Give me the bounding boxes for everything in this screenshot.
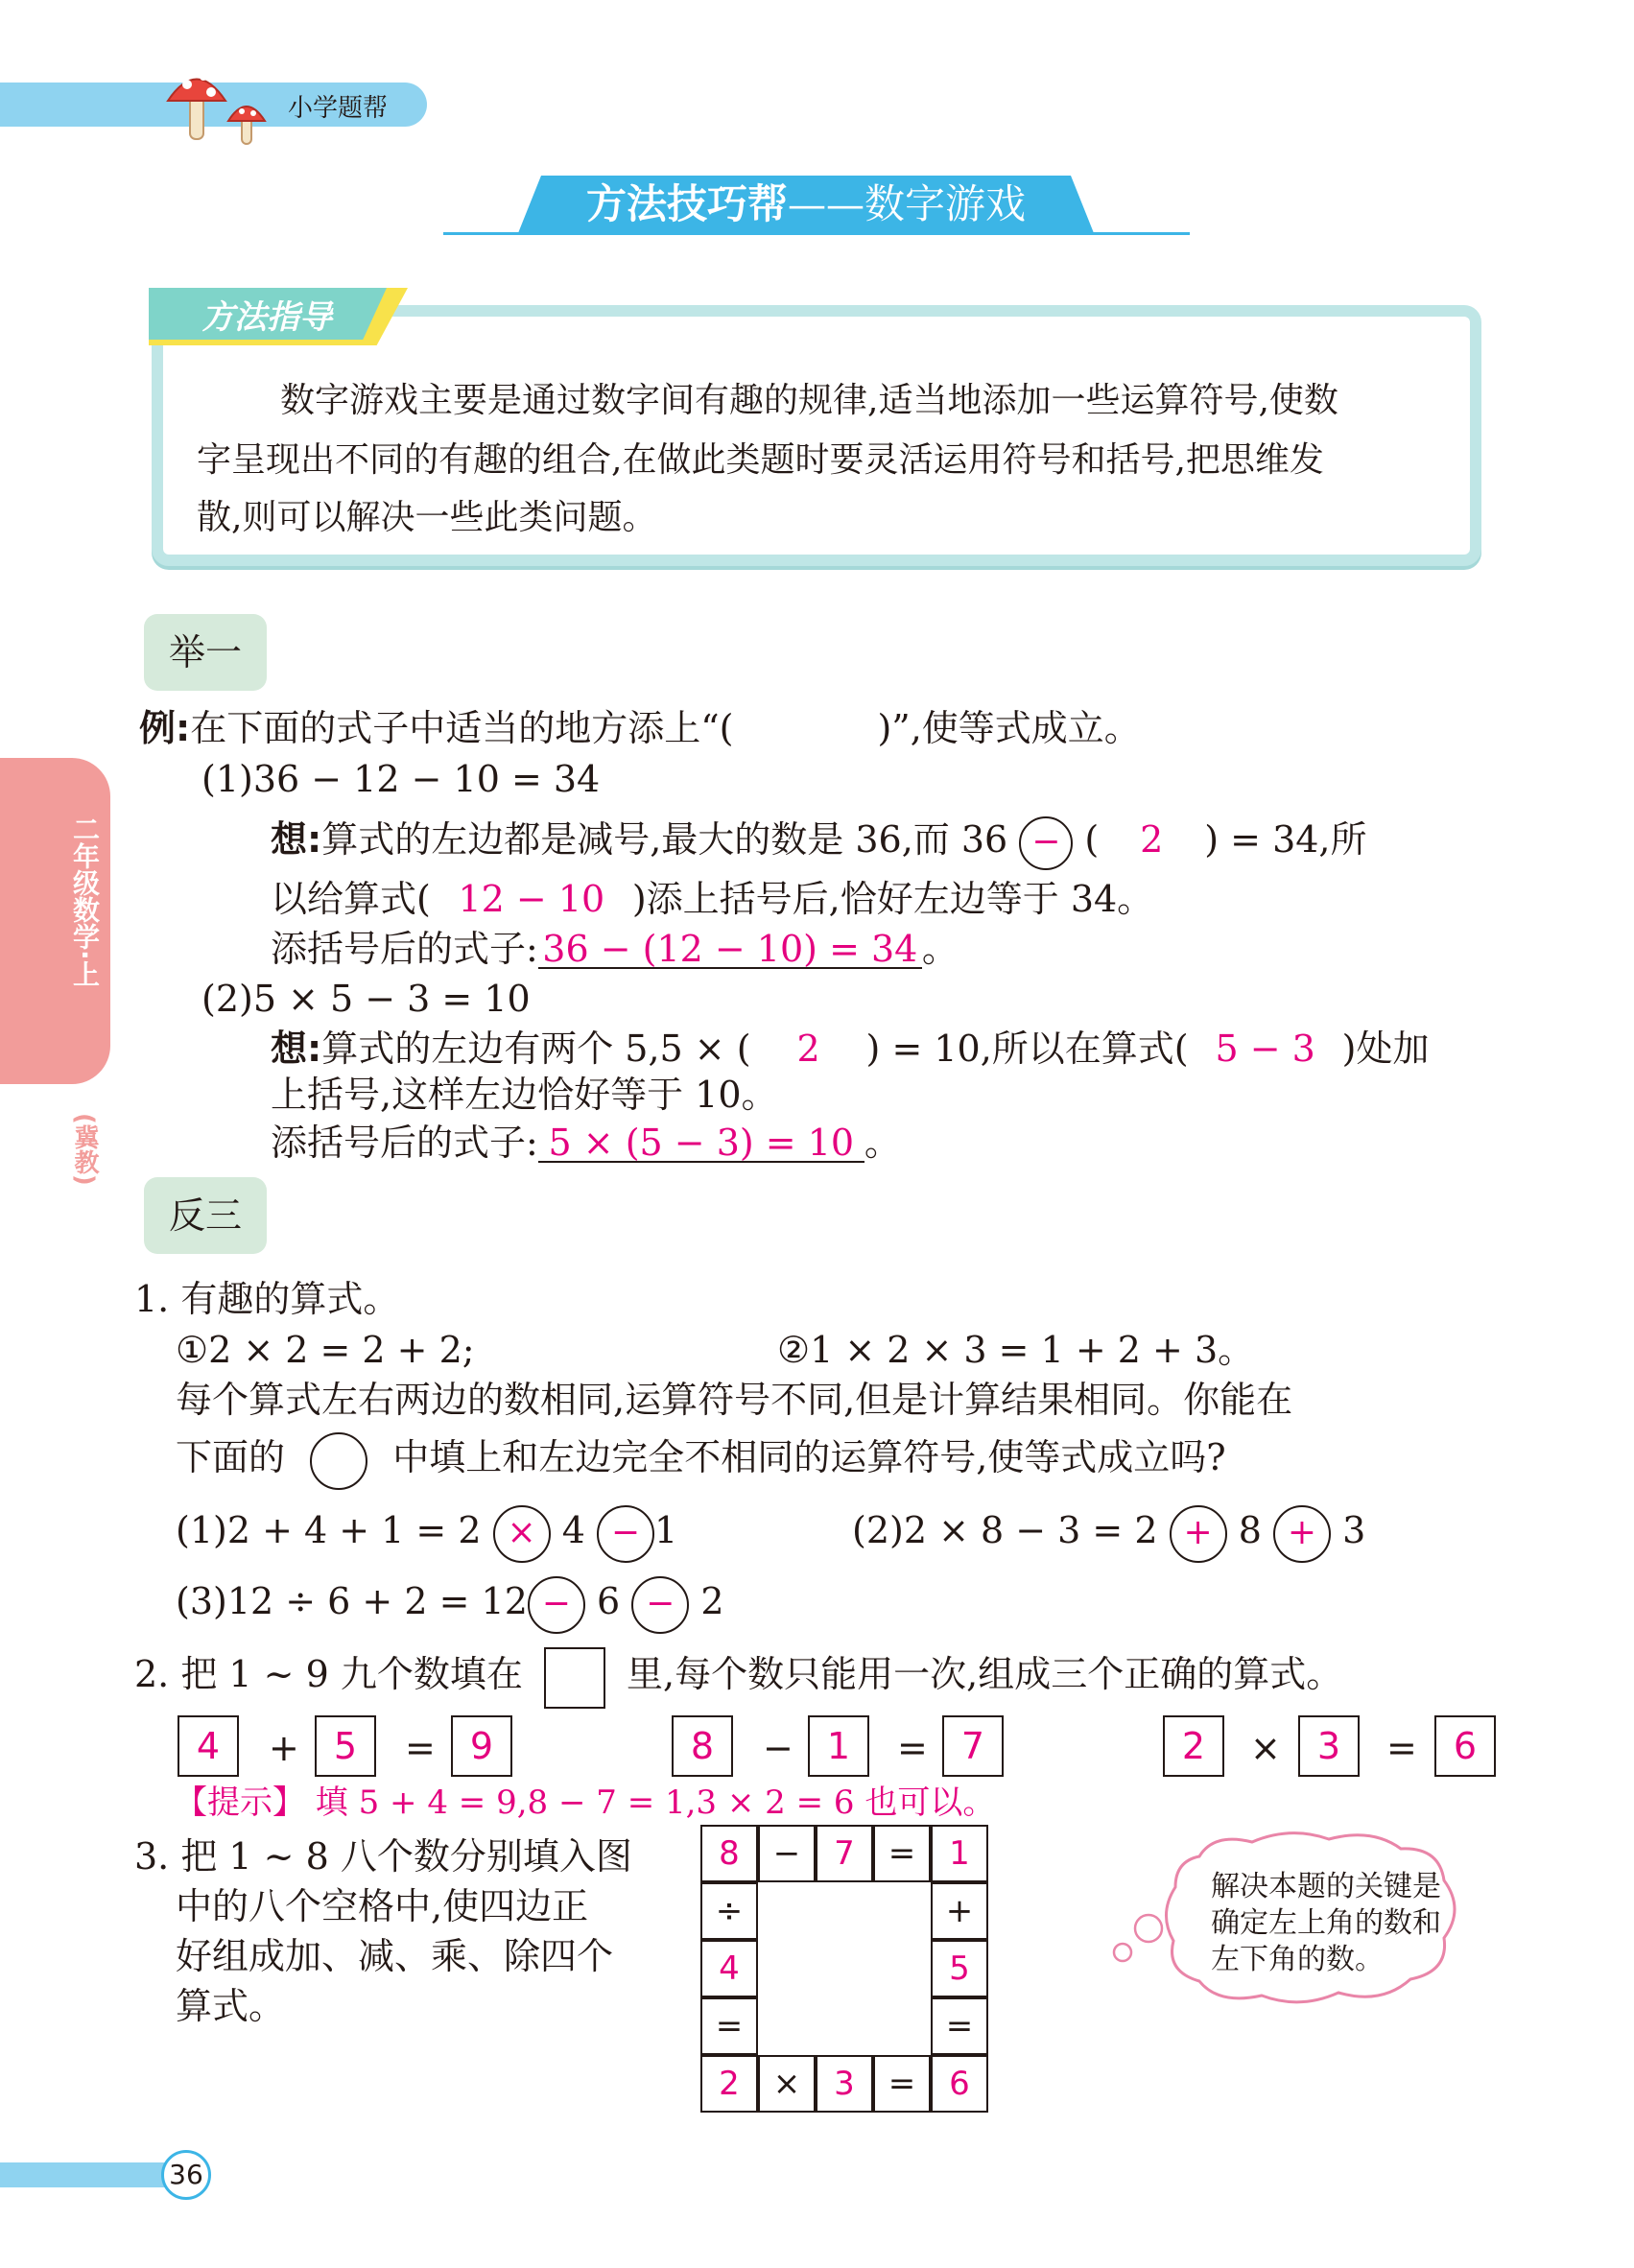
q1-sub-1: (1)2 + 4 + 1 = 2 × 4 − 1 bbox=[176, 1499, 677, 1563]
q2-eq3-a: 2 bbox=[1163, 1715, 1224, 1777]
q3-line-1: 3. 把 1 ~ 8 八个数分别填入图 bbox=[134, 1835, 632, 1878]
q2-eq1-b: 5 bbox=[315, 1715, 376, 1777]
example-part2-title: (2)5 × 5 − 3 = 10 bbox=[201, 978, 531, 1020]
q2-hint: 【提示】 填 5 + 4 = 9,8 − 7 = 1,3 × 2 = 6 也可以。 bbox=[175, 1784, 996, 1822]
method-line-2: 字呈现出不同的有趣的组合,在做此类题时要灵活运用符号和括号,把思维发 bbox=[197, 440, 1324, 480]
page-title: 方法技巧帮——数字游戏 bbox=[585, 180, 1027, 227]
q3-line-4: 算式。 bbox=[176, 1985, 286, 2027]
q1-sub3-circle-2: − bbox=[631, 1576, 689, 1634]
q2-empty-box bbox=[544, 1647, 605, 1709]
q2-title: 2. 把 1 ~ 9 九个数填在 里,每个数只能用一次,组成三个正确的算式。 bbox=[134, 1643, 1342, 1709]
grid-bottom-1: × bbox=[758, 2055, 816, 2113]
section-label-fansan: 反三 bbox=[144, 1177, 267, 1254]
q2-eq1-eq: = bbox=[405, 1727, 436, 1769]
q2-eq3-b: 3 bbox=[1298, 1715, 1360, 1777]
q1-sub-2: (2)2 × 8 − 3 = 2 + 8 + 3 bbox=[852, 1499, 1365, 1563]
grid-bottom-4: 6 bbox=[931, 2055, 988, 2113]
grid-right-2: = bbox=[931, 1997, 988, 2055]
grid-top-2: 7 bbox=[816, 1825, 873, 1882]
example-part2-line2: 上括号,这样左边恰好等于 10。 bbox=[271, 1074, 778, 1116]
grid-top-3: = bbox=[873, 1825, 931, 1882]
q3-grid bbox=[700, 1825, 988, 2113]
q2-eq1-a: 4 bbox=[178, 1715, 239, 1777]
q1-title: 1. 有趣的算式。 bbox=[134, 1278, 400, 1320]
grid-bottom-0: 2 bbox=[700, 2055, 758, 2113]
example-circle-minus: − bbox=[1019, 816, 1073, 870]
example-part2-think: 想:算式的左边有两个 5,5 × ( 2 ) = 10,所以在算式( 5 − 3 )处加 bbox=[271, 1028, 1430, 1070]
method-line-1: 数字游戏主要是通过数字间有趣的规律,适当地添加一些运算符号,使数 bbox=[280, 381, 1338, 420]
section-label-juyi: 举一 bbox=[144, 614, 267, 691]
grid-left-2: = bbox=[700, 1997, 758, 2055]
grid-right-1: 5 bbox=[931, 1940, 988, 1997]
q1-sub-3: (3)12 ÷ 6 + 2 = 12 − 6 − 2 bbox=[176, 1570, 724, 1634]
side-tab-grade: 二年级数学·上 bbox=[69, 815, 101, 987]
grid-left-1: 4 bbox=[700, 1940, 758, 1997]
q1-desc-2: 下面的 中填上和左边完全不相同的运算符号,使等式成立吗? bbox=[176, 1424, 1226, 1491]
q2-eq3-op: × bbox=[1250, 1727, 1281, 1769]
grid-left-0: ÷ bbox=[700, 1882, 758, 1940]
q2-eq3-c: 6 bbox=[1434, 1715, 1496, 1777]
mushroom-logo-icon bbox=[163, 58, 278, 149]
grid-top-4: 1 bbox=[931, 1825, 988, 1882]
q1-example-2: ②1 × 2 × 3 = 1 + 2 + 3。 bbox=[777, 1329, 1255, 1371]
q3-line-3: 好组成加、减、乘、除四个 bbox=[176, 1935, 614, 1977]
q1-sub2-circle-1: + bbox=[1170, 1505, 1227, 1563]
side-tab-edition: (冀教) bbox=[70, 1113, 99, 1186]
q2-eq3-eq: = bbox=[1386, 1727, 1417, 1769]
brand-label: 小学题帮 bbox=[288, 94, 389, 123]
q2-eq2-c: 7 bbox=[942, 1715, 1004, 1777]
grid-bottom-3: = bbox=[873, 2055, 931, 2113]
q1-example-1: ①2 × 2 = 2 + 2; bbox=[176, 1329, 475, 1371]
example-part1-line2: 以给算式( 12 − 10 )添上括号后,恰好左边等于 34。 bbox=[271, 878, 1154, 920]
q2-eq2-b: 1 bbox=[808, 1715, 869, 1777]
q3-line-2: 中的八个空格中,使四边正 bbox=[176, 1885, 589, 1927]
grid-bottom-2: 3 bbox=[816, 2055, 873, 2113]
q1-desc-1: 每个算式左右两边的数相同,运算符号不同,但是计算结果相同。你能在 bbox=[176, 1379, 1293, 1421]
q2-eq2-a: 8 bbox=[672, 1715, 733, 1777]
example-part1-result: 添括号后的式子: 36 − (12 − 10) = 34 。 bbox=[271, 928, 959, 970]
q2-eq1-c: 9 bbox=[451, 1715, 512, 1777]
grid-top-1: − bbox=[758, 1825, 816, 1882]
bubble-line-3: 左下角的数。 bbox=[1211, 1943, 1384, 1976]
bubble-line-1: 解决本题的关键是 bbox=[1211, 1870, 1441, 1903]
grid-top-0: 8 bbox=[700, 1825, 758, 1882]
grid-right-0: + bbox=[931, 1882, 988, 1940]
q2-eq2-op: − bbox=[763, 1727, 793, 1769]
example-prompt: 例:在下面的式子中适当的地方添上“( )”,使等式成立。 bbox=[139, 707, 1141, 749]
q1-sub1-circle-1: × bbox=[493, 1505, 551, 1563]
example-part2-result: 添括号后的式子: 5 × (5 − 3) = 10 。 bbox=[271, 1122, 901, 1164]
example-part1-think: 想:算式的左边都是减号,最大的数是 36,而 36 − ( 2 ) = 34,所 bbox=[271, 806, 1367, 873]
q1-sub1-circle-2: − bbox=[597, 1505, 654, 1563]
example-part1-title: (1)36 − 12 − 10 = 34 bbox=[201, 758, 601, 800]
q1-sub3-circle-1: − bbox=[528, 1576, 585, 1634]
q1-sub2-circle-2: + bbox=[1273, 1505, 1331, 1563]
method-tag: 方法指导 bbox=[201, 298, 332, 337]
q2-eq2-eq: = bbox=[897, 1727, 928, 1769]
page-number: 36 bbox=[161, 2150, 211, 2200]
q2-eq1-op: + bbox=[269, 1727, 299, 1769]
method-line-3: 散,则可以解决一些此类问题。 bbox=[197, 498, 657, 537]
q1-empty-circle bbox=[310, 1432, 367, 1490]
bubble-line-2: 确定左上角的数和 bbox=[1211, 1906, 1441, 1940]
